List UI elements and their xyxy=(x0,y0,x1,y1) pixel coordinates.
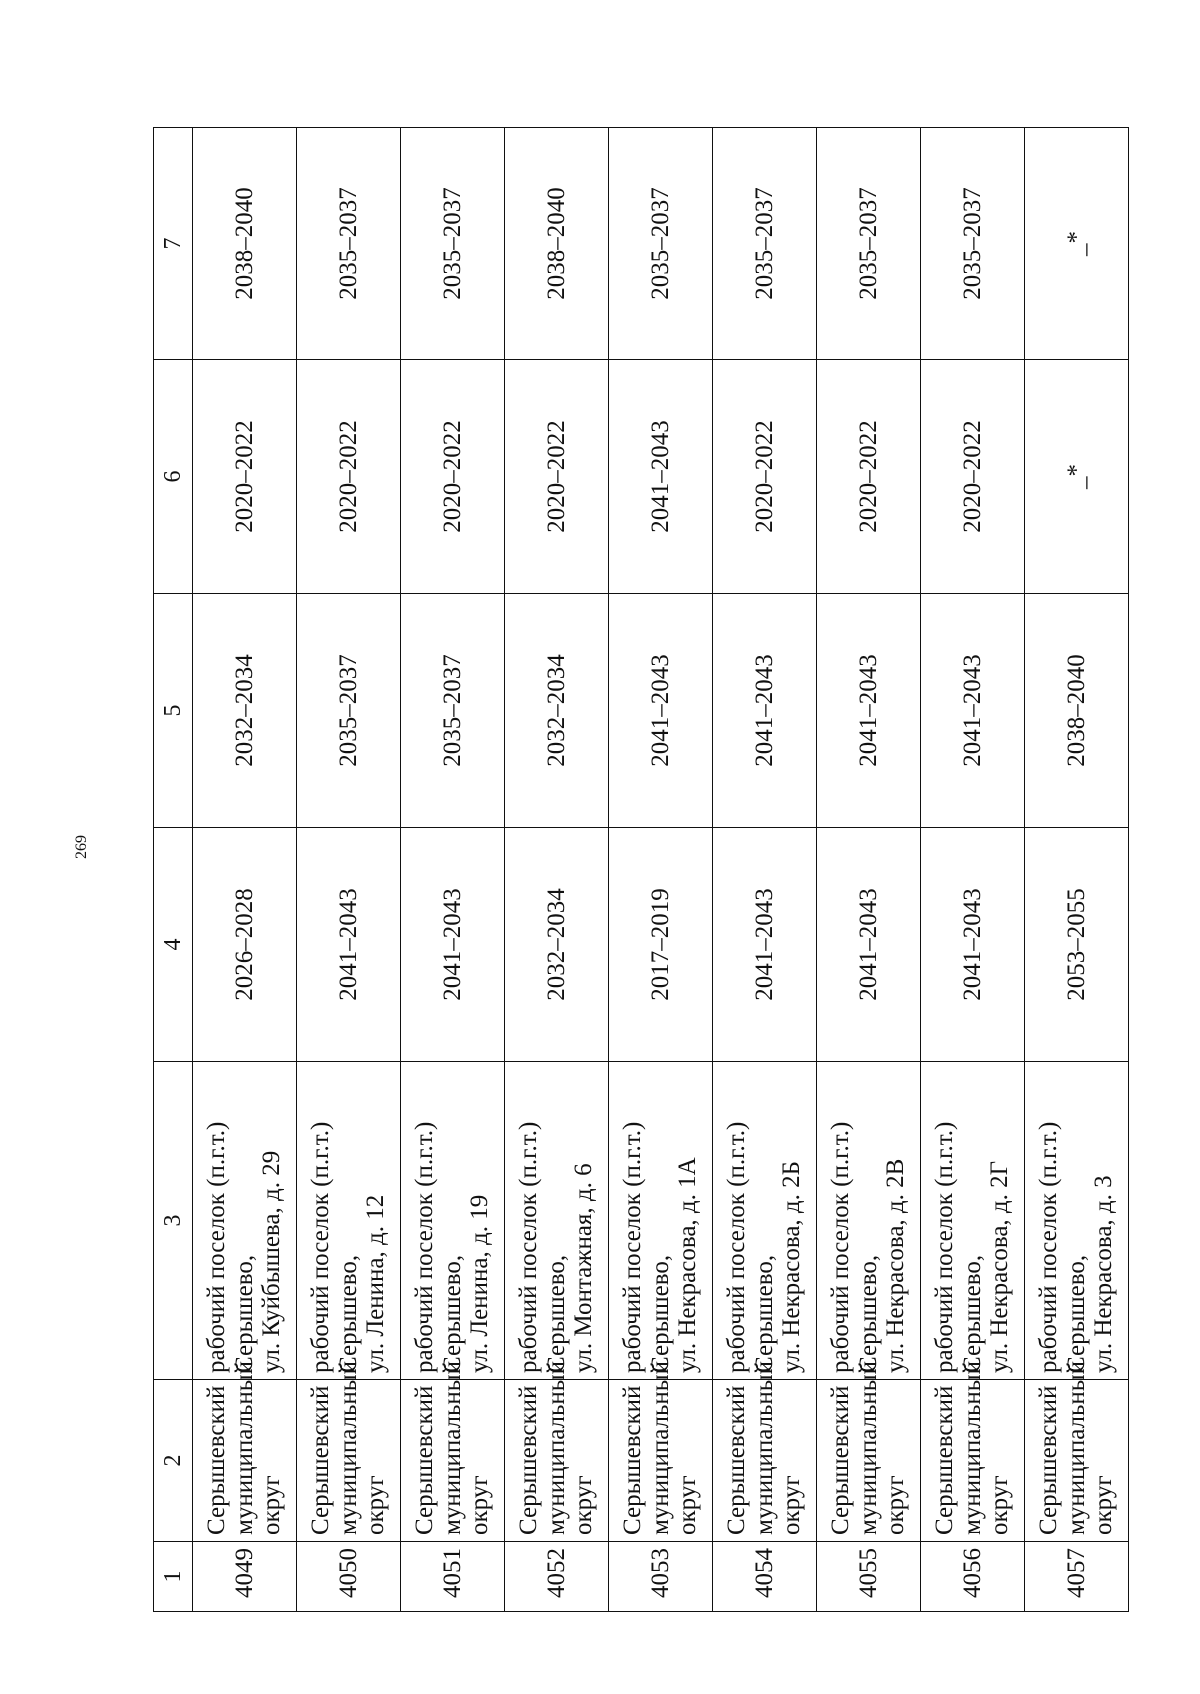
address-line: Серышево, xyxy=(1062,1254,1090,1373)
address-cell xyxy=(609,1062,713,1380)
period-value: 2026–2028 xyxy=(230,888,258,1001)
period-cell xyxy=(817,828,921,1062)
period-value: 2038–2040 xyxy=(1062,654,1090,767)
district-line: округ xyxy=(882,1475,910,1535)
period-value: 2041–2043 xyxy=(958,654,986,767)
address-line: рабочий поселок (п.г.т.) xyxy=(515,1121,543,1373)
address-cell xyxy=(921,1062,1025,1380)
district-line: Серышевский xyxy=(411,1385,439,1535)
district-line: Серышевский xyxy=(515,1385,543,1535)
period-value: 2020–2022 xyxy=(958,420,986,533)
district-cell xyxy=(193,1361,297,1542)
district-line: округ xyxy=(1090,1475,1118,1535)
district-line: Серышевский xyxy=(827,1385,855,1535)
period-value: 2041–2043 xyxy=(750,888,778,1001)
period-value: 2020–2022 xyxy=(542,420,570,533)
period-cell xyxy=(505,128,609,360)
period-value: 2020–2022 xyxy=(334,420,362,533)
district-line: Серышевский xyxy=(1035,1385,1063,1535)
table-row xyxy=(401,128,505,1612)
row-number xyxy=(609,1542,713,1612)
address-cell xyxy=(401,1062,505,1380)
district-cell xyxy=(505,1361,609,1542)
district-line: муниципальный xyxy=(958,1361,986,1535)
period-cell xyxy=(401,594,505,828)
period-cell xyxy=(1025,594,1129,828)
district-cell xyxy=(401,1361,505,1542)
period-cell xyxy=(401,360,505,594)
period-value: 2035–2037 xyxy=(334,187,362,300)
period-cell xyxy=(297,360,401,594)
column-header: 4 xyxy=(154,828,193,1062)
address-line: рабочий поселок (п.г.т.) xyxy=(827,1121,855,1373)
housing-repair-table xyxy=(153,127,1129,1612)
period-cell xyxy=(921,128,1025,360)
period-cell xyxy=(193,360,297,594)
period-value: 2041–2043 xyxy=(854,888,882,1001)
period-value: 2035–2037 xyxy=(334,654,362,767)
period-cell xyxy=(193,128,297,360)
address-line: ул. Некрасова, д. 2Б xyxy=(778,1160,806,1373)
period-value: 2017–2019 xyxy=(646,888,674,1001)
district-cell xyxy=(1025,1361,1129,1542)
period-cell xyxy=(297,828,401,1062)
address-cell xyxy=(193,1062,297,1380)
district-line: округ xyxy=(778,1475,806,1535)
period-cell xyxy=(297,594,401,828)
district-line: Серышевский xyxy=(307,1385,335,1535)
district-cell xyxy=(921,1361,1025,1542)
address-line: рабочий поселок (п.г.т.) xyxy=(1035,1121,1063,1373)
row-number-text: 4053 xyxy=(646,1548,674,1598)
address-line: Серышево, xyxy=(750,1254,778,1373)
period-cell xyxy=(609,360,713,594)
row-number-text: 4051 xyxy=(438,1548,466,1598)
period-cell xyxy=(401,128,505,360)
table-row xyxy=(193,128,297,1612)
row-number-text: 4057 xyxy=(1062,1548,1090,1598)
period-value: 2035–2037 xyxy=(750,187,778,300)
period-cell xyxy=(297,128,401,360)
period-value: 2020–2022 xyxy=(854,420,882,533)
header-row xyxy=(154,128,193,1612)
address-cell xyxy=(817,1062,921,1380)
period-cell xyxy=(609,594,713,828)
address-line: рабочий поселок (п.г.т.) xyxy=(411,1121,439,1373)
address-line: Серышево, xyxy=(542,1254,570,1373)
address-cell xyxy=(505,1062,609,1380)
address-line: рабочий поселок (п.г.т.) xyxy=(203,1121,231,1373)
row-number xyxy=(401,1542,505,1612)
period-value: 2032–2034 xyxy=(230,654,258,767)
column-header: 5 xyxy=(154,594,193,828)
column-header: 6 xyxy=(154,360,193,594)
district-line: округ xyxy=(258,1475,286,1535)
period-cell xyxy=(713,594,817,828)
address-line: Серышево, xyxy=(958,1254,986,1373)
period-value: 2041–2043 xyxy=(334,888,362,1001)
period-value: 2035–2037 xyxy=(958,187,986,300)
district-line: муниципальный xyxy=(646,1361,674,1535)
page-number: 269 xyxy=(73,835,90,859)
address-line: рабочий поселок (п.г.т.) xyxy=(307,1121,335,1373)
row-number xyxy=(1025,1542,1129,1612)
period-cell xyxy=(193,594,297,828)
period-cell xyxy=(921,828,1025,1062)
address-line: ул. Ленина, д. 12 xyxy=(362,1194,390,1373)
district-line: Серышевский xyxy=(723,1385,751,1535)
period-value: 2032–2034 xyxy=(542,888,570,1001)
period-cell xyxy=(609,128,713,360)
period-value: _* xyxy=(1062,231,1090,256)
district-line: муниципальный xyxy=(542,1361,570,1535)
address-line: Серышево, xyxy=(334,1254,362,1373)
district-line: муниципальный xyxy=(1062,1361,1090,1535)
period-cell xyxy=(193,828,297,1062)
address-line: ул. Некрасова, д. 1А xyxy=(674,1157,702,1373)
address-line: ул. Куйбышева, д. 29 xyxy=(258,1150,286,1373)
table-row xyxy=(1025,128,1129,1612)
period-cell xyxy=(713,128,817,360)
period-cell xyxy=(817,360,921,594)
address-cell xyxy=(297,1062,401,1380)
period-value: 2035–2037 xyxy=(646,187,674,300)
period-value: 2041–2043 xyxy=(646,654,674,767)
table-row xyxy=(817,128,921,1612)
period-cell xyxy=(921,594,1025,828)
period-value: 2020–2022 xyxy=(750,420,778,533)
address-line: ул. Монтажная, д. 6 xyxy=(570,1163,598,1373)
address-line: ул. Некрасова, д. 3 xyxy=(1090,1175,1118,1373)
district-line: муниципальный xyxy=(750,1361,778,1535)
column-header: 7 xyxy=(154,128,193,360)
district-line: Серышевский xyxy=(203,1385,231,1535)
period-value: 2032–2034 xyxy=(542,654,570,767)
district-line: муниципальный xyxy=(438,1361,466,1535)
row-number-text: 4055 xyxy=(854,1548,882,1598)
period-value: 2041–2043 xyxy=(958,888,986,1001)
row-number xyxy=(505,1542,609,1612)
district-line: муниципальный xyxy=(334,1361,362,1535)
period-cell xyxy=(1025,828,1129,1062)
row-number xyxy=(817,1542,921,1612)
period-cell xyxy=(609,828,713,1062)
row-number xyxy=(193,1542,297,1612)
address-line: ул. Некрасова, д. 2Г xyxy=(986,1160,1014,1373)
address-cell xyxy=(1025,1062,1129,1380)
district-cell xyxy=(817,1361,921,1542)
table-row xyxy=(713,128,817,1612)
district-line: округ xyxy=(986,1475,1014,1535)
district-cell xyxy=(713,1361,817,1542)
district-line: муниципальный xyxy=(230,1361,258,1535)
address-line: ул. Некрасова, д. 2В xyxy=(882,1158,910,1373)
row-number-text: 4049 xyxy=(230,1548,258,1598)
rotated-table-wrapper xyxy=(153,128,1129,1612)
period-value: 2041–2043 xyxy=(438,888,466,1001)
district-line: округ xyxy=(362,1475,390,1535)
table-row xyxy=(297,128,401,1612)
column-header: 3 xyxy=(154,1062,193,1380)
period-value: 2035–2037 xyxy=(854,187,882,300)
period-value: 2020–2022 xyxy=(438,420,466,533)
period-cell xyxy=(1025,128,1129,360)
period-cell xyxy=(505,594,609,828)
period-value: 2035–2037 xyxy=(438,187,466,300)
row-number-text: 4054 xyxy=(750,1548,778,1598)
period-value: _* xyxy=(1062,464,1090,489)
district-cell xyxy=(609,1361,713,1542)
period-value: 2035–2037 xyxy=(438,654,466,767)
district-line: округ xyxy=(570,1475,598,1535)
row-number xyxy=(713,1542,817,1612)
district-line: округ xyxy=(466,1475,494,1535)
district-line: округ xyxy=(674,1475,702,1535)
period-cell xyxy=(817,128,921,360)
column-header: 1 xyxy=(154,1542,193,1612)
period-value: 2038–2040 xyxy=(230,187,258,300)
district-line: Серышевский xyxy=(619,1385,647,1535)
address-line: Серышево, xyxy=(230,1254,258,1373)
row-number-text: 4050 xyxy=(334,1548,362,1598)
period-cell xyxy=(505,828,609,1062)
period-cell xyxy=(505,360,609,594)
period-cell xyxy=(401,828,505,1062)
period-cell xyxy=(713,360,817,594)
period-value: 2041–2043 xyxy=(646,420,674,533)
period-value: 2041–2043 xyxy=(750,654,778,767)
address-line: рабочий поселок (п.г.т.) xyxy=(723,1121,751,1373)
column-header: 2 xyxy=(154,1380,193,1542)
address-line: рабочий поселок (п.г.т.) xyxy=(619,1121,647,1373)
period-cell xyxy=(1025,360,1129,594)
table-row xyxy=(505,128,609,1612)
row-number xyxy=(921,1542,1025,1612)
period-cell xyxy=(921,360,1025,594)
period-value: 2041–2043 xyxy=(854,654,882,767)
address-cell xyxy=(713,1062,817,1380)
address-line: рабочий поселок (п.г.т.) xyxy=(931,1121,959,1373)
address-line: Серышево, xyxy=(854,1254,882,1373)
period-value: 2053–2055 xyxy=(1062,888,1090,1001)
period-cell xyxy=(817,594,921,828)
district-line: муниципальный xyxy=(854,1361,882,1535)
period-cell xyxy=(713,828,817,1062)
table-row xyxy=(609,128,713,1612)
district-cell xyxy=(297,1361,401,1542)
period-value: 2038–2040 xyxy=(542,187,570,300)
address-line: Серышево, xyxy=(438,1254,466,1373)
row-number-text: 4056 xyxy=(958,1548,986,1598)
address-line: ул. Ленина, д. 19 xyxy=(466,1194,494,1373)
district-line: Серышевский xyxy=(931,1385,959,1535)
row-number xyxy=(297,1542,401,1612)
address-line: Серышево, xyxy=(646,1254,674,1373)
period-value: 2020–2022 xyxy=(230,420,258,533)
table-row xyxy=(921,128,1025,1612)
row-number-text: 4052 xyxy=(542,1548,570,1598)
